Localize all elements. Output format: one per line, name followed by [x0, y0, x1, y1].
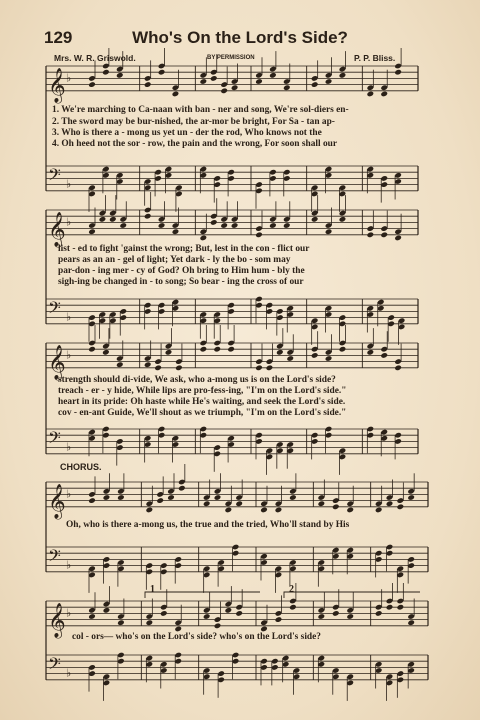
note-head	[200, 235, 208, 242]
bass-clef-icon: 𝄢	[48, 653, 61, 678]
note-head	[227, 346, 235, 353]
chorus-line-1: Oh, who is there a-mong us, the true and the tried, Who'll stand by His	[66, 520, 350, 530]
chorus-label: CHORUS.	[60, 462, 102, 472]
note-head	[397, 504, 405, 511]
note-head	[210, 219, 218, 226]
bass-clef-icon: 𝄢	[48, 297, 61, 322]
note-head	[99, 216, 107, 223]
verse-1-line-2: list - ed to fight 'gainst the wrong; But, lest in the con - flict our	[58, 244, 310, 254]
note-head	[102, 349, 110, 356]
treble-clef-icon: 𝄞	[48, 344, 66, 380]
treble-clef-icon: 𝄞	[48, 602, 66, 638]
note-head	[255, 232, 263, 239]
note-head	[407, 494, 415, 501]
note-head	[203, 613, 211, 620]
second-ending-bracket	[284, 592, 420, 598]
note-head	[119, 222, 127, 229]
first-ending-bracket	[145, 592, 260, 598]
note-head	[214, 623, 222, 630]
music-credit: P. P. Bliss.	[354, 53, 396, 63]
note-head	[203, 500, 211, 507]
note-head	[210, 75, 218, 82]
hymn-title: Who's On the Lord's Side?	[132, 28, 348, 47]
note-head	[172, 91, 180, 98]
first-ending-number: 1	[150, 584, 155, 595]
note-head	[88, 228, 96, 235]
chorus-line-2: col - ors— who's on the Lord's side? who's on the Lord's side?	[72, 632, 321, 642]
note-head	[200, 78, 208, 85]
verse-3-line-3: heart in its pride: Oh haste while He's waiting, and seek the Lord's side.	[58, 397, 346, 407]
note-head	[397, 604, 405, 611]
note-head	[286, 355, 294, 362]
note-head	[235, 610, 243, 617]
second-ending-number: 2	[289, 584, 294, 595]
note-head	[311, 81, 319, 88]
verse-1-line-1: 1. We're marching to Ca-naan with ban - ner and song, We're sol-diers en-	[52, 105, 349, 115]
verse-2-line-1: 2. The sword may be bur-nished, the ar-mor be bright, For Sa - tan ap-	[52, 117, 335, 127]
note-head	[289, 494, 297, 501]
note-head	[172, 228, 180, 235]
flat-icon: ♭	[66, 71, 72, 85]
note-head	[325, 228, 333, 235]
note-head	[289, 604, 297, 611]
verse-3-line-2: par-don - ing mer - cy of God? Oh bring to Him hum - bly the	[58, 266, 305, 276]
note-head	[154, 365, 162, 372]
note-head	[117, 619, 125, 626]
note-head	[220, 88, 228, 95]
note-head	[367, 232, 375, 239]
note-head	[231, 222, 239, 229]
note-head	[214, 494, 222, 501]
note-head	[156, 497, 164, 504]
note-head	[165, 349, 173, 356]
note-head	[144, 361, 152, 368]
bass-clef-icon: 𝄢	[48, 545, 61, 570]
note-head	[144, 213, 152, 220]
treble-clef-icon: 𝄞	[48, 67, 66, 103]
note-head	[160, 610, 168, 617]
note-head	[225, 507, 233, 514]
note-head	[225, 607, 233, 614]
note-head	[103, 494, 111, 501]
note-head	[318, 500, 326, 507]
flat-icon: ♭	[66, 440, 72, 454]
flat-icon: ♭	[66, 606, 72, 620]
hymn-number: 129	[44, 28, 73, 47]
note-head	[220, 222, 228, 229]
note-head	[283, 222, 291, 229]
verse-4-line-2: sigh-ing be changed in - to song; So bear - ing the cross of our	[58, 277, 304, 287]
note-head	[339, 216, 347, 223]
note-head	[231, 84, 239, 91]
note-head	[260, 507, 268, 514]
note-head	[339, 72, 347, 79]
note-head	[117, 494, 125, 501]
note-head	[255, 365, 263, 372]
note-head	[269, 72, 277, 79]
note-head	[178, 485, 186, 492]
note-head	[116, 361, 124, 368]
verse-3-line-1: 3. Who is there a - mong us yet un - der the rod, Who knows not the	[52, 128, 322, 138]
note-head	[88, 497, 96, 504]
note-head	[380, 352, 388, 359]
note-head	[255, 78, 263, 85]
note-head	[275, 507, 283, 514]
note-head	[283, 84, 291, 91]
note-head	[213, 346, 221, 353]
note-head	[332, 504, 340, 511]
note-head	[88, 81, 96, 88]
permission-note: BY PERMISSION	[207, 55, 255, 61]
verse-2-line-2: pears as an an - gel of light; Yet dark - ly the bo - som may	[58, 255, 291, 265]
flat-icon: ♭	[66, 310, 72, 324]
note-head	[88, 346, 96, 353]
note-head	[407, 619, 415, 626]
note-head	[109, 216, 117, 223]
note-head	[102, 69, 110, 76]
flat-icon: ♭	[66, 558, 72, 572]
note-head	[367, 91, 375, 98]
note-head	[339, 346, 347, 353]
note-head	[380, 232, 388, 239]
note-head	[367, 349, 375, 356]
note-head	[144, 81, 152, 88]
verse-4-line-1: 4. Oh heed not the sor - row, the pain and the wrong, For soon shall our	[52, 139, 338, 149]
note-head	[88, 613, 96, 620]
bass-clef-icon: 𝄢	[48, 427, 61, 452]
note-head	[175, 365, 183, 372]
flat-icon: ♭	[66, 348, 72, 362]
note-head	[146, 507, 154, 514]
note-head	[116, 72, 124, 79]
flat-icon: ♭	[66, 215, 72, 229]
note-head	[318, 613, 326, 620]
note-head	[276, 349, 284, 356]
note-head	[386, 604, 394, 611]
words-credit: Mrs. W. R. Griswold.	[54, 53, 136, 63]
note-head	[325, 78, 333, 85]
flat-icon: ♭	[66, 487, 72, 501]
note-head	[158, 222, 166, 229]
note-head	[325, 355, 333, 362]
note-head	[346, 613, 354, 620]
note-head	[266, 365, 274, 372]
note-head	[311, 216, 319, 223]
flat-icon: ♭	[66, 666, 72, 680]
note-head	[158, 69, 166, 76]
note-head	[235, 500, 243, 507]
treble-clef-icon: 𝄞	[48, 211, 66, 247]
verse-1-line-3: strength should di-vide, We ask, who a-mong us is on the Lord's side?	[58, 375, 336, 385]
verse-4-line-3: cov - en-ant Guide, We'll shout as we triumph, "I'm on the Lord's side."	[58, 408, 347, 418]
note-head	[103, 607, 111, 614]
note-head	[332, 610, 340, 617]
note-head	[386, 500, 394, 507]
note-head	[375, 507, 383, 514]
note-head	[275, 616, 283, 623]
verse-2-line-3: treach - er - y hide, While lips are pro-fess-ing, "I'm on the Lord's side."	[58, 386, 347, 396]
note-head	[167, 494, 175, 501]
note-head	[394, 69, 402, 76]
note-head	[394, 365, 402, 372]
bass-clef-icon: 𝄢	[48, 164, 61, 189]
note-head	[200, 346, 208, 353]
note-head	[146, 619, 154, 626]
note-head	[269, 222, 277, 229]
treble-clef-icon: 𝄞	[48, 483, 66, 519]
note-head	[375, 610, 383, 617]
flat-icon: ♭	[66, 177, 72, 191]
note-head	[346, 507, 354, 514]
note-head	[311, 352, 319, 359]
note-head	[380, 91, 388, 98]
note-head	[394, 235, 402, 242]
